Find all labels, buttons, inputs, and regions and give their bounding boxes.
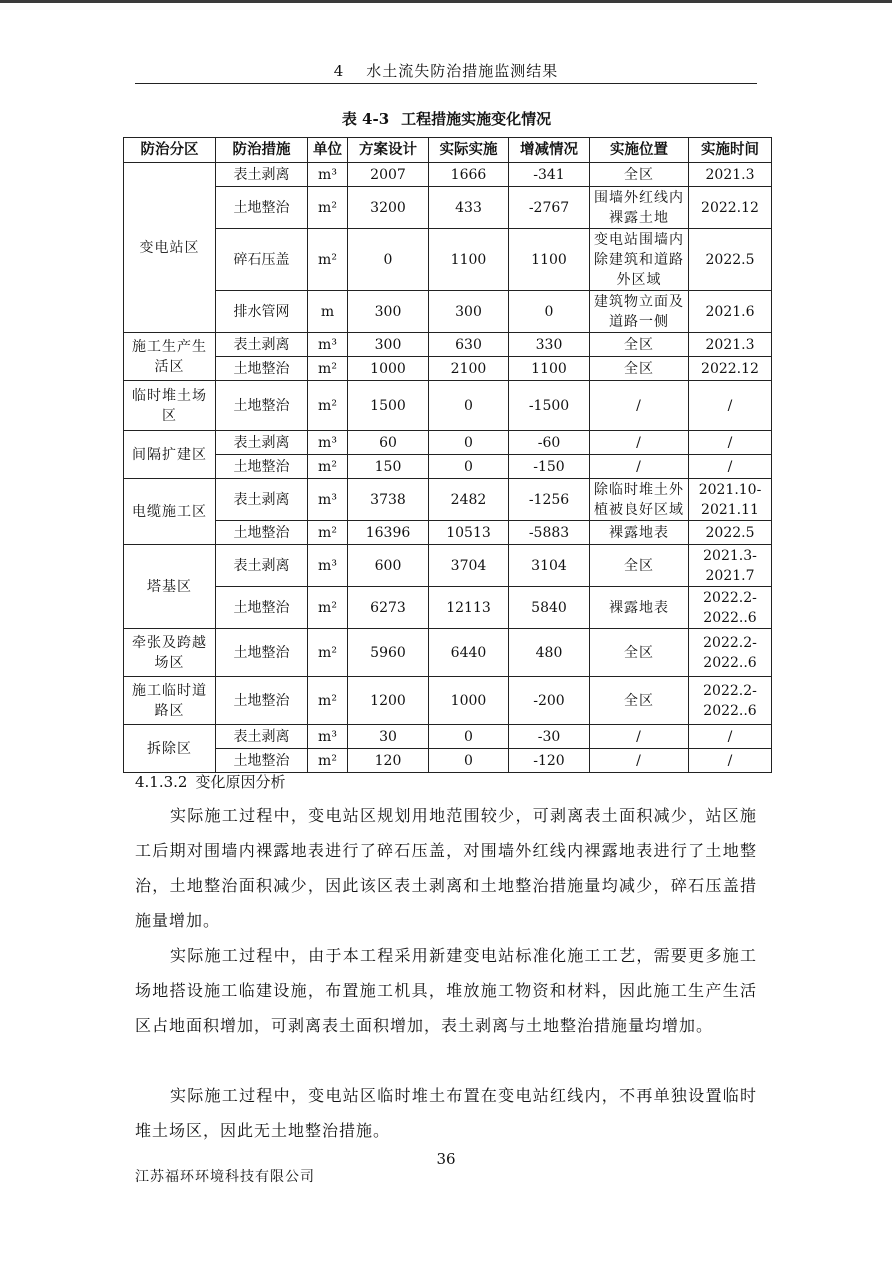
table-row (124, 479, 772, 521)
location-cell: 全区 (590, 163, 689, 187)
table-row (124, 381, 772, 431)
running-header (135, 60, 757, 81)
time-cell: 2021.3 (689, 163, 772, 187)
time-cell: / (689, 381, 772, 431)
table-number: 表 4-3 (341, 110, 390, 128)
unit-cell: m³ (308, 545, 348, 587)
location-cell: / (590, 381, 689, 431)
design-cell: 1000 (348, 357, 429, 381)
location-cell: 围墙外红线内裸露土地 (590, 187, 689, 229)
design-cell: 3738 (348, 479, 429, 521)
measure-cell: 表土剥离 (216, 163, 308, 187)
unit-cell: m² (308, 521, 348, 545)
design-cell: 120 (348, 749, 429, 773)
unit-cell: m² (308, 357, 348, 381)
time-cell: 2022.5 (689, 521, 772, 545)
measure-cell: 土地整治 (216, 629, 308, 677)
change-cell: -60 (509, 431, 590, 455)
table-row (124, 521, 772, 545)
design-cell: 3200 (348, 187, 429, 229)
table-header-row (124, 138, 772, 163)
zone-cell: 变电站区 (124, 163, 216, 333)
measure-cell: 土地整治 (216, 187, 308, 229)
table-row (124, 587, 772, 629)
section-number: 4.1.3.2 (135, 773, 188, 791)
location-cell: 全区 (590, 357, 689, 381)
change-cell: -341 (509, 163, 590, 187)
table-row (124, 187, 772, 229)
table-row (124, 333, 772, 357)
change-cell: -30 (509, 725, 590, 749)
unit-cell: m (308, 291, 348, 333)
time-cell: 2022.2-2022..6 (689, 629, 772, 677)
zone-cell: 拆除区 (124, 725, 216, 773)
time-cell: 2021.3 (689, 333, 772, 357)
time-cell: 2021.10-2021.11 (689, 479, 772, 521)
location-cell: 裸露地表 (590, 521, 689, 545)
actual-cell: 10513 (429, 521, 509, 545)
unit-cell: m² (308, 381, 348, 431)
change-cell: 330 (509, 333, 590, 357)
column-header: 实施位置 (590, 138, 689, 163)
actual-cell: 2100 (429, 357, 509, 381)
actual-cell: 2482 (429, 479, 509, 521)
unit-cell: m³ (308, 479, 348, 521)
change-cell: 5840 (509, 587, 590, 629)
change-cell: 480 (509, 629, 590, 677)
section-title: 变化原因分析 (195, 773, 286, 791)
change-cell: 0 (509, 291, 590, 333)
location-cell: 全区 (590, 545, 689, 587)
change-cell: -120 (509, 749, 590, 773)
change-cell: -150 (509, 455, 590, 479)
measure-cell: 土地整治 (216, 749, 308, 773)
actual-cell: 12113 (429, 587, 509, 629)
unit-cell: m² (308, 187, 348, 229)
actual-cell: 630 (429, 333, 509, 357)
unit-cell: m² (308, 229, 348, 291)
table-row (124, 749, 772, 773)
column-header: 方案设计 (348, 138, 429, 163)
actual-cell: 3704 (429, 545, 509, 587)
design-cell: 2007 (348, 163, 429, 187)
zone-cell: 临时堆土场区 (124, 381, 216, 431)
top-border-line (0, 0, 892, 3)
unit-cell: m³ (308, 333, 348, 357)
unit-cell: m² (308, 629, 348, 677)
column-header: 防治措施 (216, 138, 308, 163)
unit-cell: m³ (308, 725, 348, 749)
measure-cell: 土地整治 (216, 357, 308, 381)
unit-cell: m² (308, 677, 348, 725)
measure-cell: 表土剥离 (216, 725, 308, 749)
column-header: 增减情况 (509, 138, 590, 163)
change-cell: 1100 (509, 357, 590, 381)
actual-cell: 300 (429, 291, 509, 333)
time-cell: 2021.6 (689, 291, 772, 333)
change-cell: -5883 (509, 521, 590, 545)
actual-cell: 0 (429, 749, 509, 773)
location-cell: 建筑物立面及道路一侧 (590, 291, 689, 333)
time-cell: 2022.12 (689, 187, 772, 229)
change-cell: -1500 (509, 381, 590, 431)
design-cell: 300 (348, 291, 429, 333)
table-row (124, 163, 772, 187)
zone-cell: 间隔扩建区 (124, 431, 216, 479)
zone-cell: 牵张及跨越场区 (124, 629, 216, 677)
measure-cell: 表土剥离 (216, 545, 308, 587)
actual-cell: 1666 (429, 163, 509, 187)
table-row (124, 545, 772, 587)
column-header: 实施时间 (689, 138, 772, 163)
unit-cell: m² (308, 587, 348, 629)
design-cell: 60 (348, 431, 429, 455)
table-caption (123, 108, 770, 129)
actual-cell: 0 (429, 431, 509, 455)
unit-cell: m³ (308, 431, 348, 455)
table-row (124, 455, 772, 479)
change-cell: 3104 (509, 545, 590, 587)
design-cell: 600 (348, 545, 429, 587)
measure-cell: 表土剥离 (216, 479, 308, 521)
table-row (124, 431, 772, 455)
location-cell: / (590, 431, 689, 455)
body-paragraph: 实际施工过程中，变电站区临时堆土布置在变电站红线内，不再单独设置临时堆土场区，因此无土地整治措施。 (135, 1086, 757, 1140)
unit-cell: m³ (308, 163, 348, 187)
table-row (124, 229, 772, 291)
zone-cell: 塔基区 (124, 545, 216, 629)
page-number: 36 (436, 1150, 456, 1168)
time-cell: / (689, 431, 772, 455)
time-cell: 2022.12 (689, 357, 772, 381)
column-header: 防治分区 (124, 138, 216, 163)
actual-cell: 0 (429, 455, 509, 479)
table-row (124, 357, 772, 381)
measure-cell: 表土剥离 (216, 431, 308, 455)
chapter-title: 水土流失防治措施监测结果 (366, 62, 559, 80)
location-cell: 全区 (590, 677, 689, 725)
measure-cell: 碎石压盖 (216, 229, 308, 291)
section-heading (135, 771, 286, 792)
measure-cell: 土地整治 (216, 455, 308, 479)
measure-cell: 土地整治 (216, 381, 308, 431)
location-cell: 全区 (590, 629, 689, 677)
design-cell: 6273 (348, 587, 429, 629)
design-cell: 1200 (348, 677, 429, 725)
location-cell: 除临时堆土外植被良好区域 (590, 479, 689, 521)
table-row (124, 677, 772, 725)
actual-cell: 433 (429, 187, 509, 229)
measure-cell: 土地整治 (216, 521, 308, 545)
change-cell: 1100 (509, 229, 590, 291)
zone-cell: 电缆施工区 (124, 479, 216, 545)
table-row (124, 291, 772, 333)
header-rule (135, 83, 757, 84)
design-cell: 16396 (348, 521, 429, 545)
design-cell: 5960 (348, 629, 429, 677)
time-cell: / (689, 455, 772, 479)
chapter-number: 4 (333, 62, 345, 80)
unit-cell: m² (308, 749, 348, 773)
change-cell: -1256 (509, 479, 590, 521)
design-cell: 30 (348, 725, 429, 749)
time-cell: / (689, 749, 772, 773)
actual-cell: 1000 (429, 677, 509, 725)
actual-cell: 0 (429, 381, 509, 431)
column-header: 实际实施 (429, 138, 509, 163)
location-cell: / (590, 455, 689, 479)
body-paragraph: 实际施工过程中，由于本工程采用新建变电站标准化施工工艺，需要更多施工场地搭设施工临建设施，布置施工机具，堆放施工物资和材料，因此施工生产生活区占地面积增加，可剥离表土面积增加，表土剥离与土地整治措施量均增加。 (135, 946, 757, 1035)
zone-cell: 施工生产生活区 (124, 333, 216, 381)
actual-cell: 0 (429, 725, 509, 749)
change-cell: -2767 (509, 187, 590, 229)
company-name: 江苏福环环境科技有限公司 (135, 1169, 315, 1185)
table-title: 工程措施实施变化情况 (401, 110, 552, 128)
location-cell: / (590, 749, 689, 773)
time-cell: 2022.2-2022..6 (689, 587, 772, 629)
design-cell: 1500 (348, 381, 429, 431)
location-cell: 变电站围墙内除建筑和道路外区域 (590, 229, 689, 291)
actual-cell: 1100 (429, 229, 509, 291)
change-cell: -200 (509, 677, 590, 725)
table-row (124, 629, 772, 677)
time-cell: 2021.3-2021.7 (689, 545, 772, 587)
location-cell: 裸露地表 (590, 587, 689, 629)
measure-cell: 排水管网 (216, 291, 308, 333)
location-cell: / (590, 725, 689, 749)
measure-cell: 表土剥离 (216, 333, 308, 357)
location-cell: 全区 (590, 333, 689, 357)
measure-cell: 土地整治 (216, 587, 308, 629)
measure-cell: 土地整治 (216, 677, 308, 725)
unit-cell: m² (308, 455, 348, 479)
design-cell: 300 (348, 333, 429, 357)
design-cell: 150 (348, 455, 429, 479)
body-paragraph: 实际施工过程中，变电站区规划用地范围较少，可剥离表土面积减少，站区施工后期对围墙内裸露地表进行了碎石压盖，对围墙外红线内裸露地表进行了土地整治，土地整治面积减少，因此该区表土剥离和土地整治措施量均减少，碎石压盖措施量增加。 (135, 806, 757, 930)
time-cell: 2022.5 (689, 229, 772, 291)
column-header: 单位 (308, 138, 348, 163)
time-cell: / (689, 725, 772, 749)
actual-cell: 6440 (429, 629, 509, 677)
measures-table (123, 137, 772, 773)
design-cell: 0 (348, 229, 429, 291)
zone-cell: 施工临时道路区 (124, 677, 216, 725)
time-cell: 2022.2-2022..6 (689, 677, 772, 725)
table-row (124, 725, 772, 749)
